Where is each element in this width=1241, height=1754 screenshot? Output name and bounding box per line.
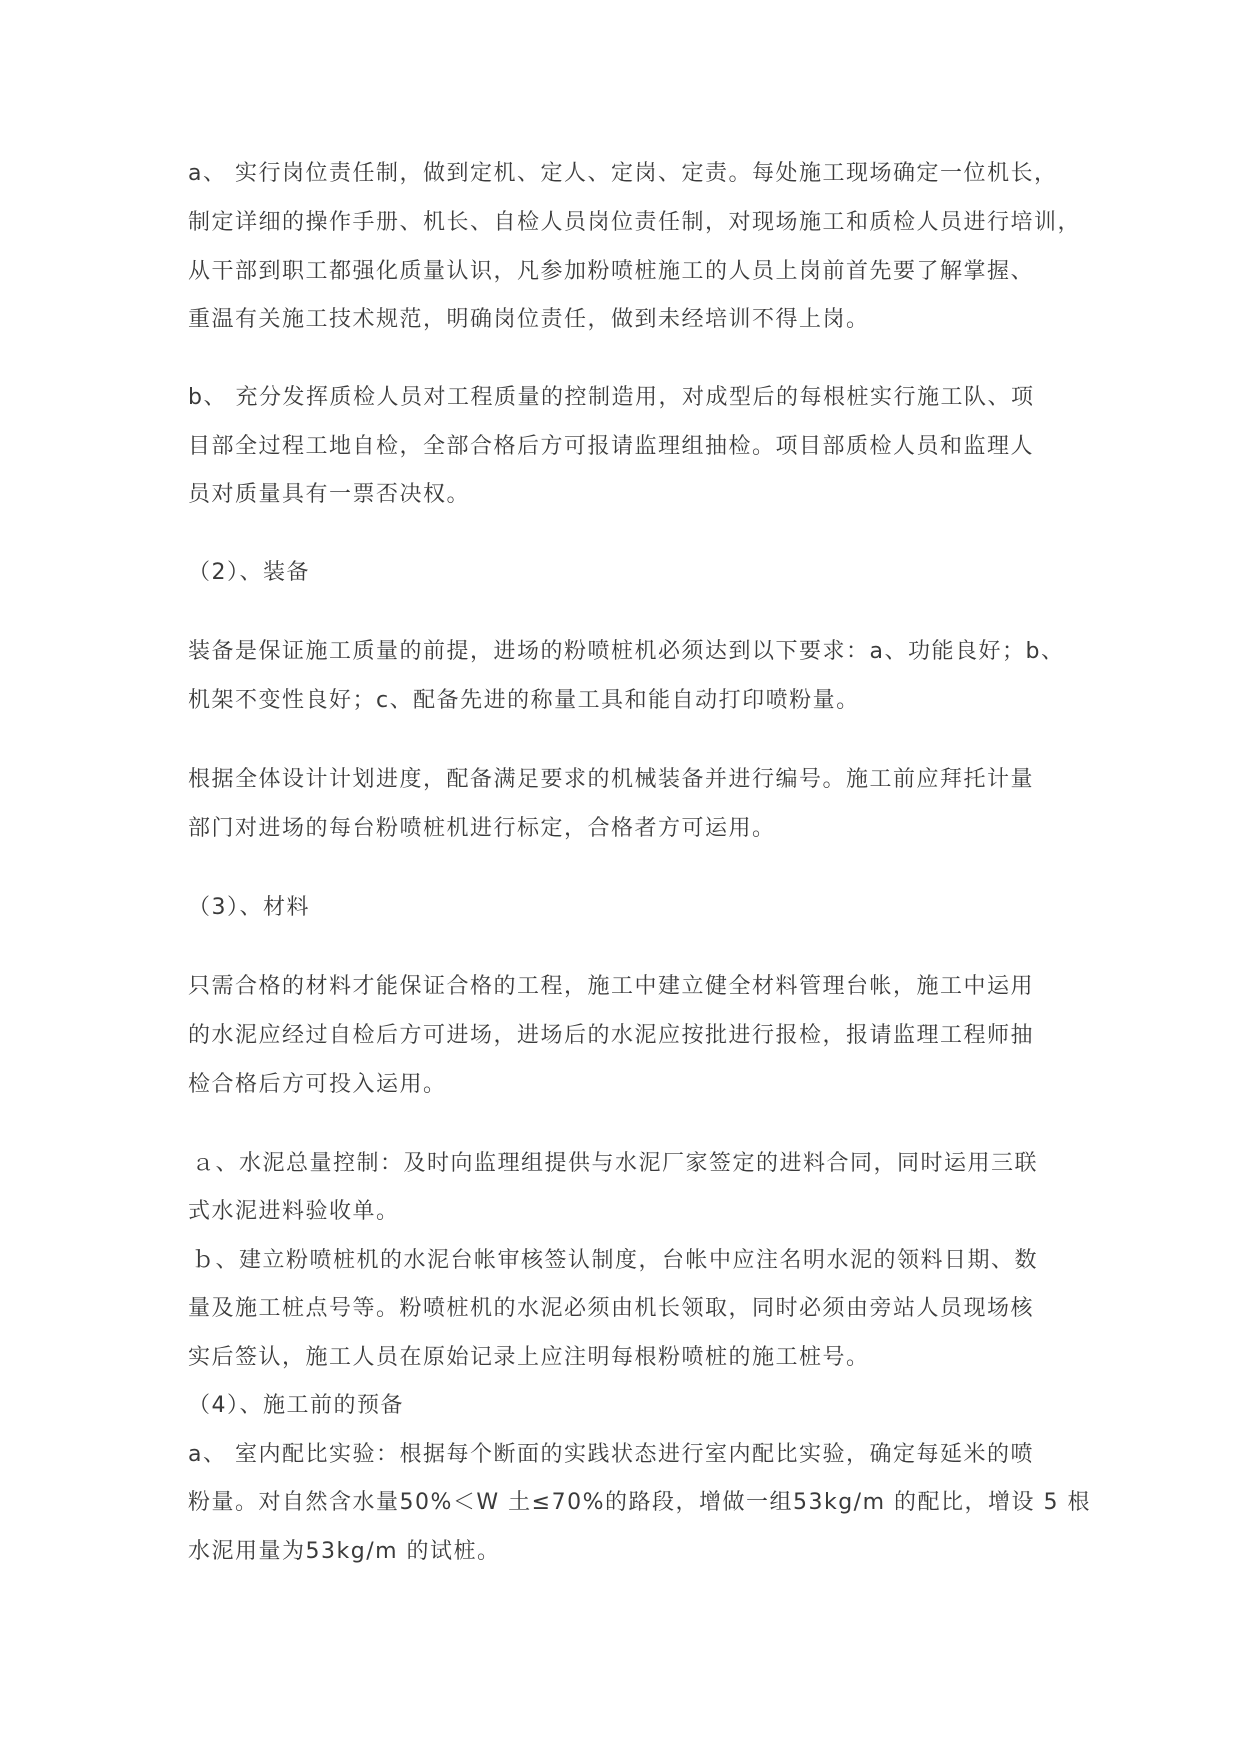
section-heading-equipment: （2）、装备: [188, 560, 310, 585]
materials-line-3: 检合格后方可投入运用。: [188, 1072, 447, 1097]
cement-ledger-line-2: 量及施工桩点号等。粉喷桩机的水泥必须由机长领取，同时必须由旁站人员现场核: [188, 1296, 1035, 1321]
cement-ledger-line-3: 实后签认，施工人员在原始记录上应注明每根粉喷桩的施工桩号。: [188, 1345, 870, 1370]
cement-control-line-1: ａ、水泥总量控制：及时向监理组提供与水泥厂家签定的进料合同，同时运用三联: [192, 1151, 1039, 1176]
preparation-line-1: a、 室内配比实验：根据每个断面的实践状态进行室内配比实验，确定每延米的喷: [188, 1442, 1034, 1467]
equipment-line-2: 机架不变性良好；c、配备先进的称量工具和能自动打印喷粉量。: [188, 688, 860, 713]
paragraph-a-line-4: 重温有关施工技术规范，明确岗位责任，做到未经培训不得上岗。: [188, 307, 870, 332]
cement-control-line-2: 式水泥进料验收单。: [188, 1199, 400, 1224]
equipment-para2-line-2: 部门对进场的每台粉喷桩机进行标定，合格者方可运用。: [188, 816, 776, 841]
equipment-line-1: 装备是保证施工质量的前提，进场的粉喷桩机必须达到以下要求：a、功能良好；b、: [188, 639, 1065, 664]
materials-line-1: 只需合格的材料才能保证合格的工程，施工中建立健全材料管理台帐，施工中运用: [188, 974, 1035, 999]
cement-ledger-line-1: ｂ、建立粉喷桩机的水泥台帐审核签认制度，台帐中应注名明水泥的领料日期、数: [192, 1248, 1039, 1273]
materials-line-2: 的水泥应经过自检后方可进场，进场后的水泥应按批进行报检，报请监理工程师抽: [188, 1023, 1035, 1048]
paragraph-a-line-2: 制定详细的操作手册、机长、自检人员岗位责任制，对现场施工和质检人员进行培训，: [188, 210, 1082, 235]
paragraph-b-line-3: 员对质量具有一票否决权。: [188, 482, 471, 507]
section-heading-materials: （3）、材料: [188, 895, 310, 920]
preparation-line-2: 粉量。对自然含水量50%＜W 土≤70%的路段，增做一组53kg/m 的配比，增设 5 根: [188, 1490, 1091, 1515]
equipment-para2-line-1: 根据全体设计计划进度，配备满足要求的机械装备并进行编号。施工前应拜托计量: [188, 767, 1035, 792]
preparation-line-3: 水泥用量为53kg/m 的试桩。: [188, 1539, 501, 1564]
section-heading-preparation: （4）、施工前的预备: [188, 1393, 404, 1418]
paragraph-b-line-1: b、 充分发挥质检人员对工程质量的控制造用，对成型后的每根桩实行施工队、项: [188, 385, 1035, 410]
paragraph-a-line-3: 从干部到职工都强化质量认识，凡参加粉喷桩施工的人员上岗前首先要了解掌握、: [188, 259, 1035, 284]
paragraph-b-line-2: 目部全过程工地自检，全部合格后方可报请监理组抽检。项目部质检人员和监理人: [188, 434, 1035, 459]
paragraph-a-line-1: a、 实行岗位责任制，做到定机、定人、定岗、定责。每处施工现场确定一位机长，: [188, 161, 1058, 186]
